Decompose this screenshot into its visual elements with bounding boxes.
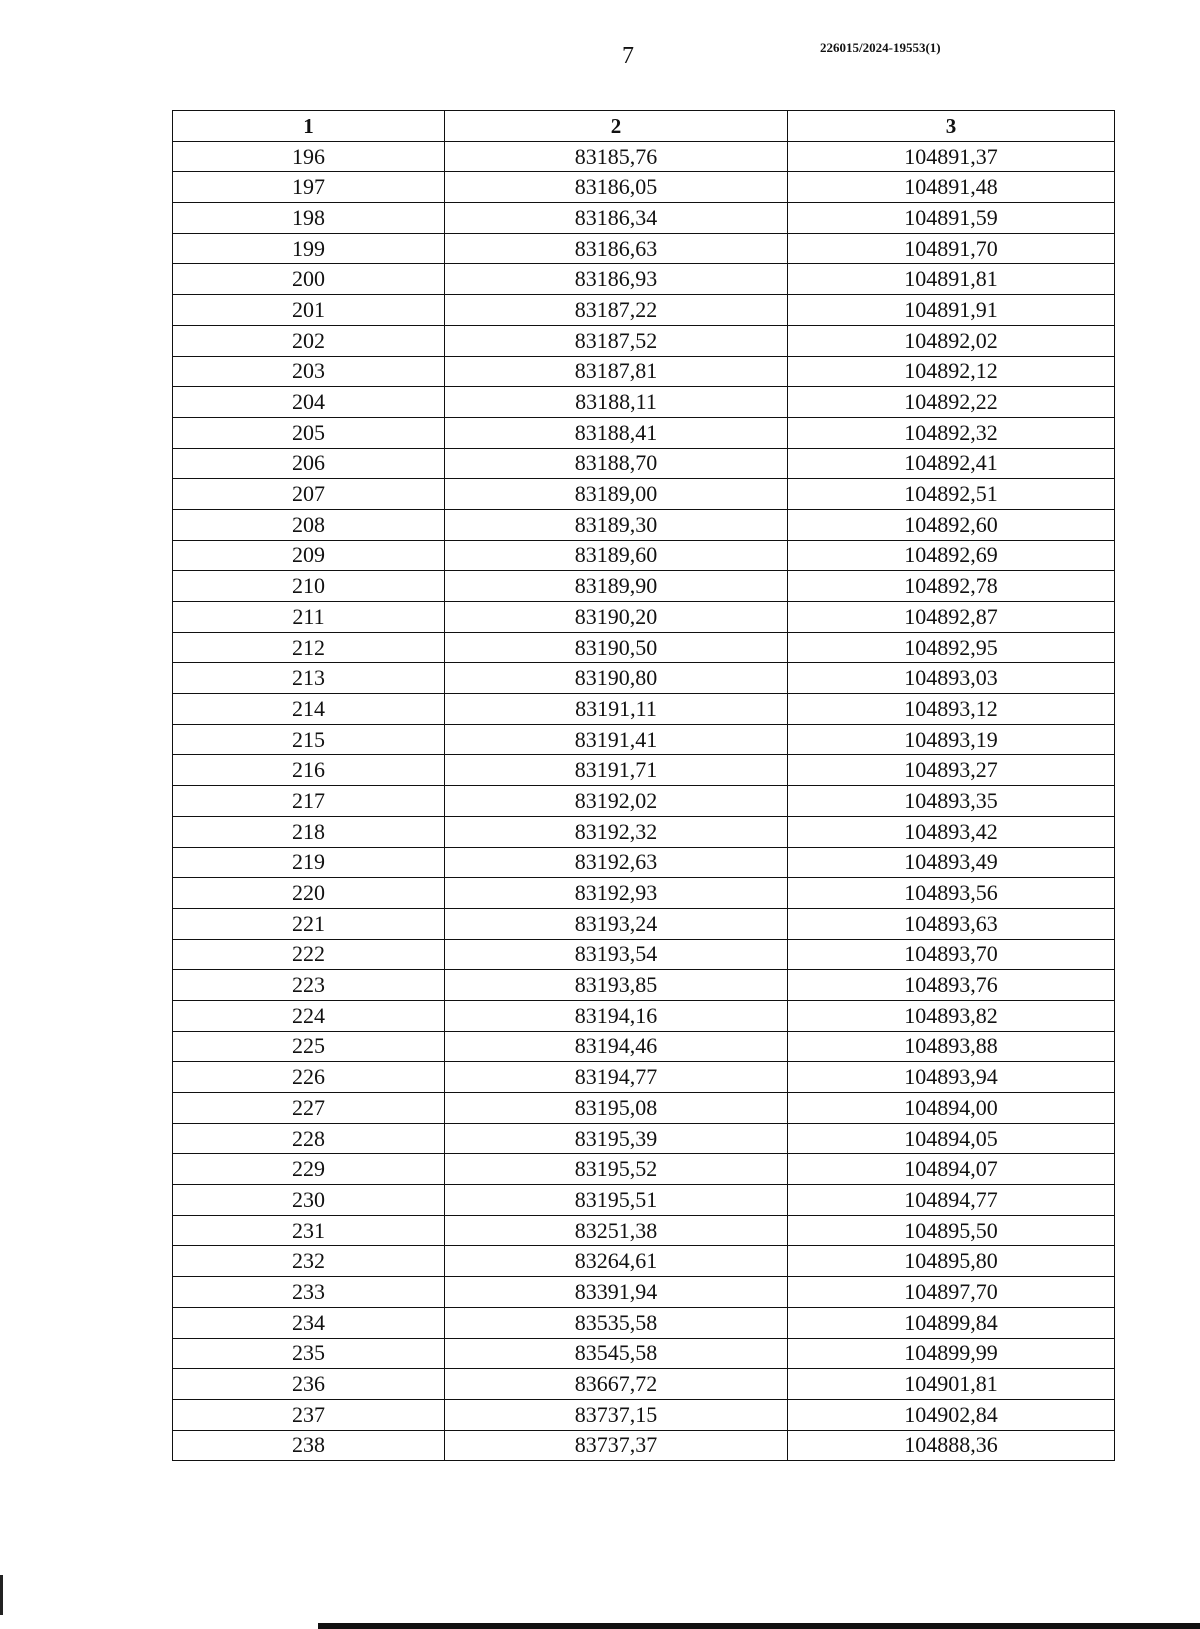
table-row <box>173 1307 1115 1338</box>
x-coordinate-cell: 83190,20 <box>445 602 788 633</box>
x-coordinate-cell: 83186,05 <box>445 172 788 203</box>
x-coordinate-cell: 83195,52 <box>445 1154 788 1185</box>
x-coordinate-cell: 83189,00 <box>445 479 788 510</box>
table-row <box>173 295 1115 326</box>
x-coordinate-cell: 83193,24 <box>445 908 788 939</box>
table-row <box>173 264 1115 295</box>
table-row <box>173 1000 1115 1031</box>
point-number-cell: 225 <box>173 1031 445 1062</box>
table-row <box>173 1430 1115 1461</box>
x-coordinate-cell: 83187,52 <box>445 325 788 356</box>
y-coordinate-cell: 104897,70 <box>788 1277 1115 1308</box>
y-coordinate-cell: 104891,59 <box>788 203 1115 234</box>
y-coordinate-cell: 104893,49 <box>788 847 1115 878</box>
y-coordinate-cell: 104893,03 <box>788 663 1115 694</box>
point-number-cell: 210 <box>173 571 445 602</box>
x-coordinate-cell: 83251,38 <box>445 1215 788 1246</box>
table-row <box>173 1369 1115 1400</box>
column-header-3: 3 <box>788 111 1115 142</box>
point-number-cell: 238 <box>173 1430 445 1461</box>
table-row <box>173 141 1115 172</box>
table-row <box>173 571 1115 602</box>
x-coordinate-cell: 83186,93 <box>445 264 788 295</box>
y-coordinate-cell: 104893,88 <box>788 1031 1115 1062</box>
point-number-cell: 231 <box>173 1215 445 1246</box>
y-coordinate-cell: 104893,12 <box>788 694 1115 725</box>
x-coordinate-cell: 83192,93 <box>445 878 788 909</box>
table-row <box>173 448 1115 479</box>
column-header-2: 2 <box>445 111 788 142</box>
x-coordinate-cell: 83192,02 <box>445 786 788 817</box>
y-coordinate-cell: 104902,84 <box>788 1399 1115 1430</box>
point-number-cell: 218 <box>173 816 445 847</box>
table-row <box>173 1277 1115 1308</box>
point-number-cell: 223 <box>173 970 445 1001</box>
x-coordinate-cell: 83188,70 <box>445 448 788 479</box>
y-coordinate-cell: 104891,37 <box>788 141 1115 172</box>
table-row <box>173 1215 1115 1246</box>
y-coordinate-cell: 104895,80 <box>788 1246 1115 1277</box>
x-coordinate-cell: 83188,11 <box>445 387 788 418</box>
x-coordinate-cell: 83535,58 <box>445 1307 788 1338</box>
coordinates-table <box>172 110 1115 1461</box>
x-coordinate-cell: 83194,77 <box>445 1062 788 1093</box>
table-row <box>173 1246 1115 1277</box>
table-row <box>173 847 1115 878</box>
x-coordinate-cell: 83190,50 <box>445 632 788 663</box>
table-row <box>173 1062 1115 1093</box>
point-number-cell: 207 <box>173 479 445 510</box>
y-coordinate-cell: 104893,27 <box>788 755 1115 786</box>
table-row <box>173 786 1115 817</box>
point-number-cell: 222 <box>173 939 445 970</box>
x-coordinate-cell: 83189,90 <box>445 571 788 602</box>
point-number-cell: 221 <box>173 908 445 939</box>
y-coordinate-cell: 104892,41 <box>788 448 1115 479</box>
point-number-cell: 213 <box>173 663 445 694</box>
x-coordinate-cell: 83190,80 <box>445 663 788 694</box>
x-coordinate-cell: 83191,41 <box>445 724 788 755</box>
point-number-cell: 200 <box>173 264 445 295</box>
table-row <box>173 203 1115 234</box>
table-row <box>173 172 1115 203</box>
x-coordinate-cell: 83192,63 <box>445 847 788 878</box>
point-number-cell: 199 <box>173 233 445 264</box>
point-number-cell: 220 <box>173 878 445 909</box>
point-number-cell: 211 <box>173 602 445 633</box>
y-coordinate-cell: 104892,12 <box>788 356 1115 387</box>
point-number-cell: 226 <box>173 1062 445 1093</box>
y-coordinate-cell: 104892,60 <box>788 509 1115 540</box>
point-number-cell: 214 <box>173 694 445 725</box>
x-coordinate-cell: 83187,22 <box>445 295 788 326</box>
x-coordinate-cell: 83194,46 <box>445 1031 788 1062</box>
table-row <box>173 1031 1115 1062</box>
x-coordinate-cell: 83193,85 <box>445 970 788 1001</box>
point-number-cell: 215 <box>173 724 445 755</box>
table-row <box>173 233 1115 264</box>
table-row <box>173 1154 1115 1185</box>
y-coordinate-cell: 104892,69 <box>788 540 1115 571</box>
y-coordinate-cell: 104893,35 <box>788 786 1115 817</box>
x-coordinate-cell: 83188,41 <box>445 417 788 448</box>
y-coordinate-cell: 104892,22 <box>788 387 1115 418</box>
y-coordinate-cell: 104891,70 <box>788 233 1115 264</box>
table-row <box>173 387 1115 418</box>
x-coordinate-cell: 83191,71 <box>445 755 788 786</box>
y-coordinate-cell: 104893,56 <box>788 878 1115 909</box>
y-coordinate-cell: 104892,95 <box>788 632 1115 663</box>
point-number-cell: 235 <box>173 1338 445 1369</box>
y-coordinate-cell: 104892,02 <box>788 325 1115 356</box>
y-coordinate-cell: 104893,82 <box>788 1000 1115 1031</box>
table-row <box>173 663 1115 694</box>
point-number-cell: 208 <box>173 509 445 540</box>
point-number-cell: 209 <box>173 540 445 571</box>
point-number-cell: 219 <box>173 847 445 878</box>
left-scan-mark <box>0 1575 3 1615</box>
point-number-cell: 204 <box>173 387 445 418</box>
x-coordinate-cell: 83545,58 <box>445 1338 788 1369</box>
y-coordinate-cell: 104888,36 <box>788 1430 1115 1461</box>
column-header-1: 1 <box>173 111 445 142</box>
table-body <box>173 141 1115 1461</box>
table-row <box>173 724 1115 755</box>
table-row <box>173 939 1115 970</box>
y-coordinate-cell: 104891,48 <box>788 172 1115 203</box>
table-row <box>173 602 1115 633</box>
point-number-cell: 205 <box>173 417 445 448</box>
point-number-cell: 197 <box>173 172 445 203</box>
y-coordinate-cell: 104893,19 <box>788 724 1115 755</box>
point-number-cell: 206 <box>173 448 445 479</box>
y-coordinate-cell: 104892,51 <box>788 479 1115 510</box>
table-row <box>173 878 1115 909</box>
y-coordinate-cell: 104894,05 <box>788 1123 1115 1154</box>
y-coordinate-cell: 104893,70 <box>788 939 1115 970</box>
x-coordinate-cell: 83187,81 <box>445 356 788 387</box>
table-row <box>173 908 1115 939</box>
table-row <box>173 509 1115 540</box>
y-coordinate-cell: 104901,81 <box>788 1369 1115 1400</box>
x-coordinate-cell: 83186,34 <box>445 203 788 234</box>
x-coordinate-cell: 83189,30 <box>445 509 788 540</box>
y-coordinate-cell: 104892,32 <box>788 417 1115 448</box>
x-coordinate-cell: 83195,51 <box>445 1185 788 1216</box>
point-number-cell: 224 <box>173 1000 445 1031</box>
point-number-cell: 212 <box>173 632 445 663</box>
point-number-cell: 232 <box>173 1246 445 1277</box>
x-coordinate-cell: 83195,39 <box>445 1123 788 1154</box>
table-row <box>173 1093 1115 1124</box>
x-coordinate-cell: 83737,15 <box>445 1399 788 1430</box>
table-row <box>173 479 1115 510</box>
y-coordinate-cell: 104891,91 <box>788 295 1115 326</box>
table-row <box>173 632 1115 663</box>
table-row <box>173 970 1115 1001</box>
point-number-cell: 216 <box>173 755 445 786</box>
x-coordinate-cell: 83195,08 <box>445 1093 788 1124</box>
table-row <box>173 694 1115 725</box>
x-coordinate-cell: 83186,63 <box>445 233 788 264</box>
y-coordinate-cell: 104892,87 <box>788 602 1115 633</box>
table-row <box>173 325 1115 356</box>
point-number-cell: 230 <box>173 1185 445 1216</box>
point-number-cell: 229 <box>173 1154 445 1185</box>
table-row <box>173 540 1115 571</box>
y-coordinate-cell: 104892,78 <box>788 571 1115 602</box>
table-row <box>173 1123 1115 1154</box>
document-reference: 226015/2024-19553(1) <box>820 40 941 55</box>
table-row <box>173 755 1115 786</box>
table-row <box>173 1185 1115 1216</box>
point-number-cell: 234 <box>173 1307 445 1338</box>
point-number-cell: 227 <box>173 1093 445 1124</box>
y-coordinate-cell: 104893,63 <box>788 908 1115 939</box>
x-coordinate-cell: 83737,37 <box>445 1430 788 1461</box>
y-coordinate-cell: 104895,50 <box>788 1215 1115 1246</box>
y-coordinate-cell: 104893,42 <box>788 816 1115 847</box>
y-coordinate-cell: 104894,00 <box>788 1093 1115 1124</box>
point-number-cell: 237 <box>173 1399 445 1430</box>
x-coordinate-cell: 83264,61 <box>445 1246 788 1277</box>
y-coordinate-cell: 104894,07 <box>788 1154 1115 1185</box>
page-number: 7 <box>622 43 634 69</box>
point-number-cell: 228 <box>173 1123 445 1154</box>
x-coordinate-cell: 83185,76 <box>445 141 788 172</box>
point-number-cell: 202 <box>173 325 445 356</box>
x-coordinate-cell: 83667,72 <box>445 1369 788 1400</box>
x-coordinate-cell: 83391,94 <box>445 1277 788 1308</box>
table-row <box>173 417 1115 448</box>
point-number-cell: 233 <box>173 1277 445 1308</box>
table-row <box>173 1338 1115 1369</box>
y-coordinate-cell: 104899,84 <box>788 1307 1115 1338</box>
point-number-cell: 201 <box>173 295 445 326</box>
y-coordinate-cell: 104899,99 <box>788 1338 1115 1369</box>
table-header-row <box>173 111 1115 142</box>
table-row <box>173 1399 1115 1430</box>
y-coordinate-cell: 104894,77 <box>788 1185 1115 1216</box>
point-number-cell: 196 <box>173 141 445 172</box>
x-coordinate-cell: 83191,11 <box>445 694 788 725</box>
point-number-cell: 236 <box>173 1369 445 1400</box>
y-coordinate-cell: 104893,76 <box>788 970 1115 1001</box>
y-coordinate-cell: 104891,81 <box>788 264 1115 295</box>
bottom-scan-edge <box>318 1623 1200 1629</box>
x-coordinate-cell: 83192,32 <box>445 816 788 847</box>
x-coordinate-cell: 83194,16 <box>445 1000 788 1031</box>
table-row <box>173 356 1115 387</box>
point-number-cell: 203 <box>173 356 445 387</box>
point-number-cell: 217 <box>173 786 445 817</box>
x-coordinate-cell: 83189,60 <box>445 540 788 571</box>
table-row <box>173 816 1115 847</box>
y-coordinate-cell: 104893,94 <box>788 1062 1115 1093</box>
x-coordinate-cell: 83193,54 <box>445 939 788 970</box>
point-number-cell: 198 <box>173 203 445 234</box>
